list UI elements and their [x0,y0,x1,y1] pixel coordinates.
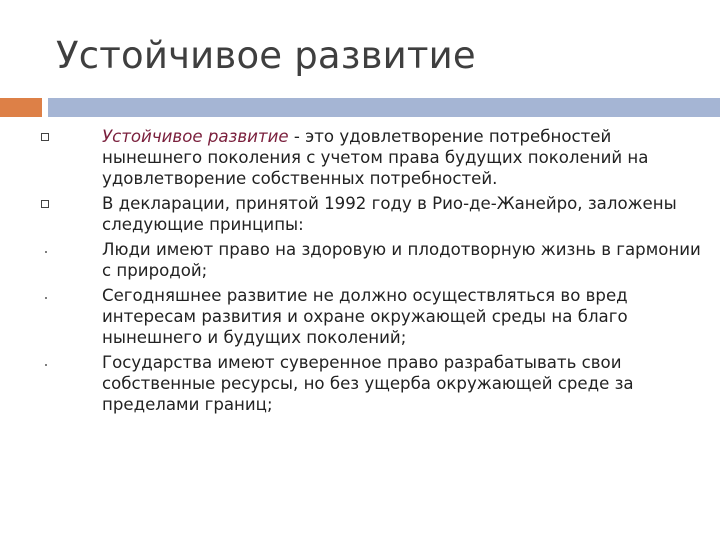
list-item [40,193,710,235]
bullet-list [40,126,710,419]
square-bullet-icon [40,193,102,214]
slide-title: Устойчивое развитие [56,34,476,77]
defined-term: Устойчивое развитие [102,127,289,146]
accent-bar-blue [48,98,720,117]
list-item-text [102,126,710,189]
list-item [40,285,710,348]
list-item-text: Сегодняшнее развитие не должно осуществляться во вред интересам развития и охране окружающей среды на благо нынешнего и будущих поколений; [102,286,628,347]
list-item [40,126,710,189]
list-item [40,239,710,281]
list-item-text: Государства имеют суверенное право разрабатывать свои собственные ресурсы, но без ущерба окружающей среде за пределами границ; [102,353,634,414]
square-bullet-icon [40,126,102,147]
list-item [40,352,710,415]
list-item-text: Люди имеют право на здоровую и плодотворную жизнь в гармонии с природой; [102,240,701,280]
dot-bullet-icon [40,285,102,306]
dot-bullet-icon [40,352,102,373]
accent-bar-orange [0,98,42,117]
dot-bullet-icon [40,239,102,260]
definition-text: - это удовлетворение потребностей нынешнего поколения с учетом права будущих поколений на удовлетворение собственных потребностей. [102,127,649,188]
list-item-text: В декларации, принятой 1992 году в Рио-де-Жанейро, заложены следующие принципы: [102,194,677,234]
